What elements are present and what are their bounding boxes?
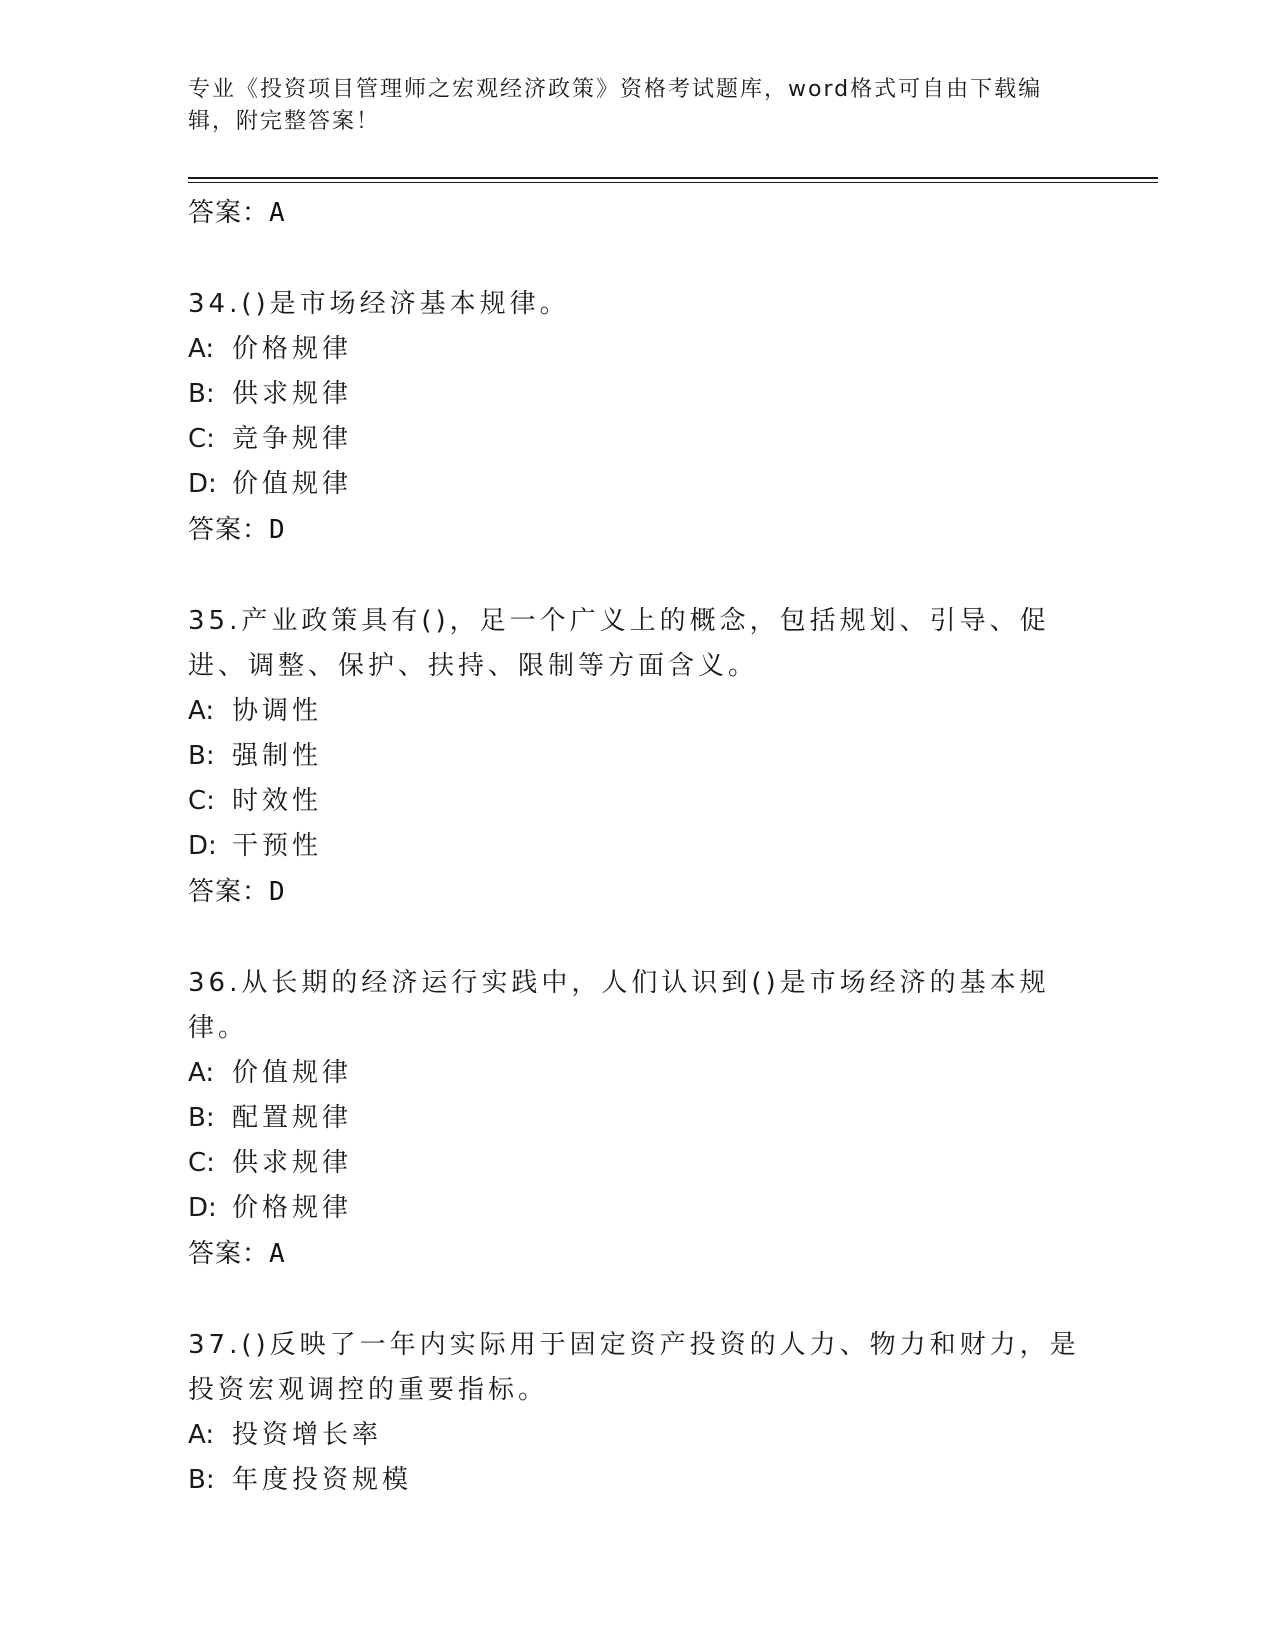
answer-line — [188, 507, 1088, 553]
option-b — [188, 1458, 1088, 1503]
option-a — [188, 1051, 1088, 1096]
option-text: 配置规律 — [232, 1103, 353, 1133]
answer-value: A — [269, 1239, 286, 1269]
answer-line — [188, 190, 1088, 236]
option-text: 供求规律 — [232, 1148, 353, 1178]
option-text: 供求规律 — [232, 379, 353, 409]
option-c — [188, 779, 1088, 824]
answer-value: A — [269, 198, 286, 228]
header-title: 专业《投资项目管理师之宏观经济政策》资格考试题库，word格式可自由下载编辑，附完整答案！ — [188, 77, 1043, 134]
option-key: A: — [188, 696, 215, 726]
option-d — [188, 462, 1088, 507]
option-key: C: — [188, 786, 215, 816]
option-key: A: — [188, 1058, 215, 1088]
answer-label: 答案： — [188, 877, 270, 907]
option-a — [188, 689, 1088, 734]
option-c — [188, 1141, 1088, 1186]
option-c — [188, 417, 1088, 462]
option-text: 价格规律 — [232, 334, 353, 364]
header-divider — [188, 177, 1158, 179]
question-text: 35.产业政策具有()，足一个广义上的概念，包括规划、引导、促进、调整、保护、扶持、限制等方面含义。 — [188, 606, 1050, 681]
option-b — [188, 734, 1088, 779]
option-text: 年度投资规模 — [232, 1465, 413, 1495]
answer-label: 答案： — [188, 515, 270, 545]
option-key: B: — [188, 1465, 215, 1495]
header-divider-thin — [188, 182, 1158, 183]
option-b — [188, 1096, 1088, 1141]
option-text: 协调性 — [232, 696, 323, 726]
option-key: A: — [188, 334, 215, 364]
option-b — [188, 372, 1088, 417]
answer-line — [188, 1231, 1088, 1277]
option-text: 价值规律 — [232, 469, 353, 499]
question-text: 34.()是市场经济基本规律。 — [188, 289, 570, 319]
option-key: D: — [188, 469, 217, 499]
option-key: A: — [188, 1420, 215, 1450]
option-key: B: — [188, 1103, 215, 1133]
option-text: 投资增长率 — [232, 1420, 383, 1450]
option-text: 价值规律 — [232, 1058, 353, 1088]
option-key: B: — [188, 379, 215, 409]
option-text: 强制性 — [232, 741, 323, 771]
option-key: D: — [188, 831, 217, 861]
question-text: 36.从长期的经济运行实践中，人们认识到()是市场经济的基本规律。 — [188, 968, 1050, 1043]
question-text: 37.()反映了一年内实际用于固定资产投资的人力、物力和财力，是投资宏观调控的重要指标。 — [188, 1330, 1080, 1405]
option-a — [188, 327, 1088, 372]
option-key: C: — [188, 1148, 215, 1178]
option-key: D: — [188, 1193, 217, 1223]
question-item — [188, 282, 1088, 553]
answer-value: D — [269, 515, 286, 545]
option-text: 竞争规律 — [232, 424, 353, 454]
option-key: C: — [188, 424, 215, 454]
question-item — [188, 961, 1088, 1277]
question-list — [188, 190, 1088, 1503]
option-text: 干预性 — [232, 831, 323, 861]
option-d — [188, 824, 1088, 869]
option-text: 时效性 — [232, 786, 323, 816]
option-text: 价格规律 — [232, 1193, 353, 1223]
question-item — [188, 599, 1088, 915]
option-d — [188, 1186, 1088, 1231]
option-key: B: — [188, 741, 215, 771]
answer-label: 答案： — [188, 1239, 270, 1269]
answer-line — [188, 869, 1088, 915]
answer-label: 答案： — [188, 198, 270, 228]
question-item — [188, 1323, 1088, 1503]
option-a — [188, 1413, 1088, 1458]
answer-value: D — [269, 877, 286, 907]
